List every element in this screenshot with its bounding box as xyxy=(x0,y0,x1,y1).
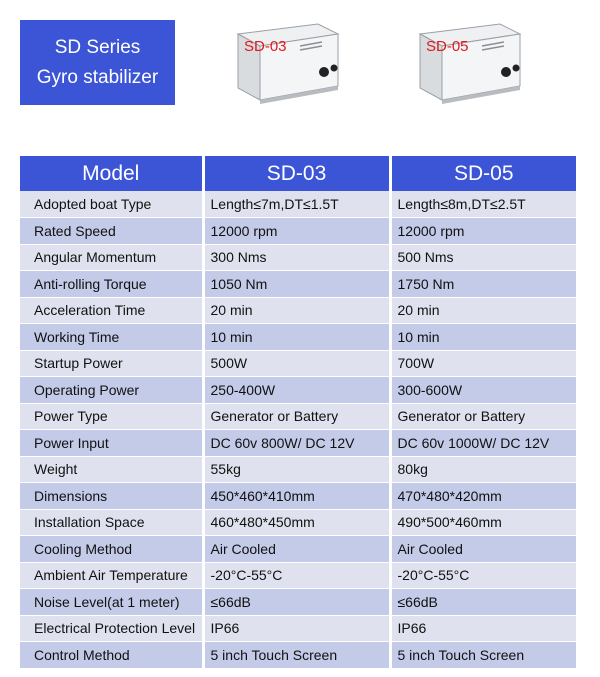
sd03-value-cell: 10 min xyxy=(203,324,390,351)
sd03-value-cell: ≤66dB xyxy=(203,589,390,616)
spec-table xyxy=(20,156,576,669)
sd05-value-cell: 5 inch Touch Screen xyxy=(390,642,576,669)
sd03-value-cell: 12000 rpm xyxy=(203,218,390,245)
sd03-value-cell: -20°C-55°C xyxy=(203,562,390,589)
spec-name-cell: Angular Momentum xyxy=(20,244,203,271)
spec-name-cell: Adopted boat Type xyxy=(20,191,203,218)
sd03-value-cell: Length≤7m,DT≤1.5T xyxy=(203,191,390,218)
header-sd05: SD-05 xyxy=(390,156,576,191)
series-title-box xyxy=(20,20,175,105)
table-row xyxy=(20,642,576,669)
spec-name-cell: Operating Power xyxy=(20,377,203,404)
sd05-value-cell: 1750 Nm xyxy=(390,271,576,298)
sd05-value-cell: 10 min xyxy=(390,324,576,351)
table-row xyxy=(20,350,576,377)
sd03-value-cell: 450*460*410mm xyxy=(203,483,390,510)
gyro-unit-icon xyxy=(230,20,342,108)
spec-name-cell: Dimensions xyxy=(20,483,203,510)
sd05-value-cell: 20 min xyxy=(390,297,576,324)
spec-name-cell: Control Method xyxy=(20,642,203,669)
sd03-value-cell: 55kg xyxy=(203,456,390,483)
table-row xyxy=(20,509,576,536)
spec-name-cell: Noise Level(at 1 meter) xyxy=(20,589,203,616)
table-row xyxy=(20,324,576,351)
series-title-line2: Gyro stabilizer xyxy=(36,66,159,88)
product-image-sd03 xyxy=(230,20,342,108)
sd03-value-cell: 500W xyxy=(203,350,390,377)
sd05-value-cell: 80kg xyxy=(390,456,576,483)
sd05-value-cell: Air Cooled xyxy=(390,536,576,563)
table-row xyxy=(20,456,576,483)
sd03-value-cell: Generator or Battery xyxy=(203,403,390,430)
spec-name-cell: Cooling Method xyxy=(20,536,203,563)
sd03-value-cell: 20 min xyxy=(203,297,390,324)
sd05-value-cell: 300-600W xyxy=(390,377,576,404)
table-row xyxy=(20,589,576,616)
sd03-value-cell: Air Cooled xyxy=(203,536,390,563)
table-row xyxy=(20,244,576,271)
series-title-line1: SD Series xyxy=(54,36,141,58)
sd05-value-cell: 470*480*420mm xyxy=(390,483,576,510)
spec-name-cell: Startup Power xyxy=(20,350,203,377)
header-sd03: SD-03 xyxy=(203,156,390,191)
sd03-value-cell: 5 inch Touch Screen xyxy=(203,642,390,669)
table-row xyxy=(20,377,576,404)
sd05-value-cell: IP66 xyxy=(390,615,576,642)
sd05-value-cell: 700W xyxy=(390,350,576,377)
sd05-value-cell: -20°C-55°C xyxy=(390,562,576,589)
table-row xyxy=(20,536,576,563)
table-row xyxy=(20,191,576,218)
sd03-value-cell: 250-400W xyxy=(203,377,390,404)
product-image-sd05 xyxy=(412,20,524,108)
table-header-row xyxy=(20,156,576,191)
spec-name-cell: Working Time xyxy=(20,324,203,351)
spec-name-cell: Electrical Protection Level xyxy=(20,615,203,642)
spec-name-cell: Ambient Air Temperature xyxy=(20,562,203,589)
sd03-value-cell: DC 60v 800W/ DC 12V xyxy=(203,430,390,457)
sd05-value-cell: 12000 rpm xyxy=(390,218,576,245)
header-model: Model xyxy=(20,156,203,191)
table-row xyxy=(20,271,576,298)
product-label-sd03: SD-03 xyxy=(244,38,287,55)
table-row xyxy=(20,218,576,245)
sd05-value-cell: ≤66dB xyxy=(390,589,576,616)
spec-name-cell: Anti-rolling Torque xyxy=(20,271,203,298)
table-row xyxy=(20,483,576,510)
sd05-value-cell: Generator or Battery xyxy=(390,403,576,430)
spec-name-cell: Rated Speed xyxy=(20,218,203,245)
sd03-value-cell: 300 Nms xyxy=(203,244,390,271)
sd05-value-cell: DC 60v 1000W/ DC 12V xyxy=(390,430,576,457)
spec-name-cell: Power Type xyxy=(20,403,203,430)
gyro-unit-icon xyxy=(412,20,524,108)
spec-name-cell: Weight xyxy=(20,456,203,483)
sd03-value-cell: IP66 xyxy=(203,615,390,642)
table-row xyxy=(20,562,576,589)
sd03-value-cell: 1050 Nm xyxy=(203,271,390,298)
spec-name-cell: Power Input xyxy=(20,430,203,457)
sd03-value-cell: 460*480*450mm xyxy=(203,509,390,536)
sd05-value-cell: 500 Nms xyxy=(390,244,576,271)
sd05-value-cell: 490*500*460mm xyxy=(390,509,576,536)
spec-name-cell: Acceleration Time xyxy=(20,297,203,324)
product-label-sd05: SD-05 xyxy=(426,38,469,55)
table-row xyxy=(20,430,576,457)
table-row xyxy=(20,297,576,324)
spec-name-cell: Installation Space xyxy=(20,509,203,536)
table-body xyxy=(20,191,576,668)
table-row xyxy=(20,403,576,430)
sd05-value-cell: Length≤8m,DT≤2.5T xyxy=(390,191,576,218)
table-row xyxy=(20,615,576,642)
